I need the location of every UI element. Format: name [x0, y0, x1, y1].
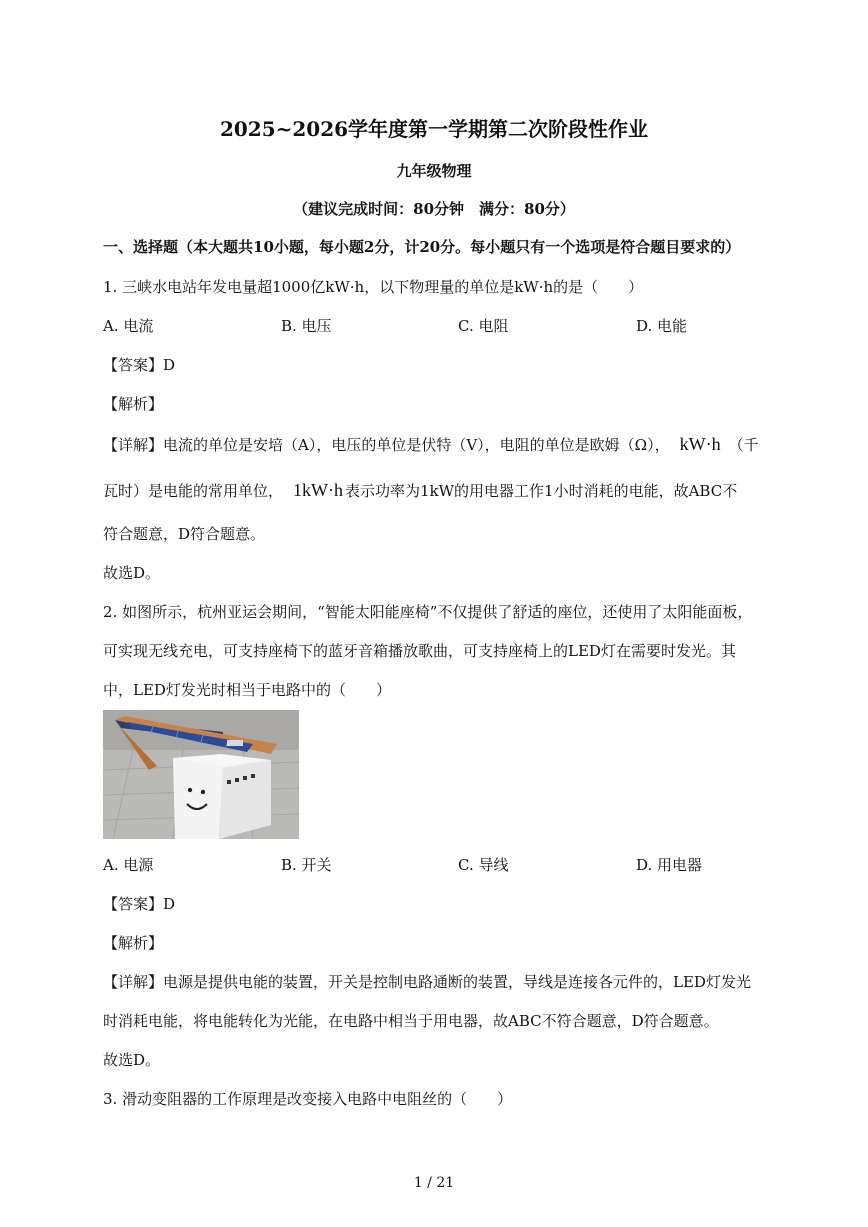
- question-2-stem-line-1: 2. 如图所示，杭州亚运会期间，“智能太阳能座椅”不仅提供了舒适的座位，还使用了太阳能面板，: [103, 603, 753, 621]
- q1-detail-text-tail: （千: [728, 436, 759, 454]
- q1-detail-text: 瓦时）是电能的常用单位，: [103, 482, 284, 500]
- question-1-stem: 1. 三峡水电站年发电量超1000亿kW·h，以下物理量的单位是kW·h的是（ ）: [103, 278, 644, 296]
- q1-detail-line-2: [103, 480, 737, 501]
- q1-detail-line-1: [103, 434, 759, 455]
- q1-analysis-label: 【解析】: [103, 395, 164, 413]
- q2-answer: 【答案】D: [103, 895, 176, 913]
- q2-conclusion: 故选D。: [103, 1051, 161, 1069]
- q1-conclusion: 故选D。: [103, 564, 161, 582]
- question-3-stem: 3. 滑动变阻器的工作原理是改变接入电路中电阻丝的（ ）: [103, 1090, 513, 1108]
- q1-math-unit: kW·h: [679, 434, 721, 454]
- q2-option-d: D. 用电器: [636, 856, 703, 874]
- q1-answer: 【答案】D: [103, 356, 176, 374]
- q1-option-a: A. 电流: [103, 317, 154, 335]
- q2-option-b: B. 开关: [281, 856, 332, 874]
- solar-bench-photo: [103, 710, 299, 839]
- q2-analysis-label: 【解析】: [103, 934, 164, 952]
- q1-option-b: B. 电压: [281, 317, 332, 335]
- exam-info: （建议完成时间：80分钟 满分：80分）: [293, 200, 575, 218]
- question-2-stem-line-3: 中，LED灯发光时相当于电路中的（ ）: [103, 681, 391, 699]
- q2-option-c: C. 导线: [458, 856, 509, 874]
- question-2-stem-line-2: 可实现无线充电，可支持座椅下的蓝牙音箱播放歌曲，可支持座椅上的LED灯在需要时发光。其: [103, 642, 736, 660]
- q1-option-d: D. 电能: [636, 317, 688, 335]
- section-heading: 一、选择题（本大题共10小题，每小题2分，计20分。每小题只有一个选项是符合题目要求的）: [103, 238, 741, 256]
- page-number: 1 / 21: [413, 1175, 455, 1191]
- q1-detail-text: 【详解】电流的单位是安培（A），电压的单位是伏特（V），电阻的单位是欧姆（Ω），: [103, 436, 670, 454]
- q1-detail-text-tail: 表示功率为1kW的用电器工作1小时消耗的电能，故ABC不: [345, 482, 738, 500]
- q2-detail-line-1: 【详解】电源是提供电能的装置，开关是控制电路通断的装置，导线是连接各元件的，LED灯发光: [103, 973, 751, 991]
- q1-math-unit: 1kW·h: [293, 480, 343, 500]
- page-subtitle: 九年级物理: [396, 162, 472, 180]
- q1-option-c: C. 电阻: [458, 317, 509, 335]
- page-title: 2025~2026学年度第一学期第二次阶段性作业: [219, 117, 649, 141]
- q2-detail-line-2: 时消耗电能，将电能转化为光能，在电路中相当于用电器，故ABC不符合题意，D符合题意。: [103, 1012, 719, 1030]
- q2-option-a: A. 电源: [103, 856, 154, 874]
- q1-detail-line-3: 符合题意，D符合题意。: [103, 525, 266, 543]
